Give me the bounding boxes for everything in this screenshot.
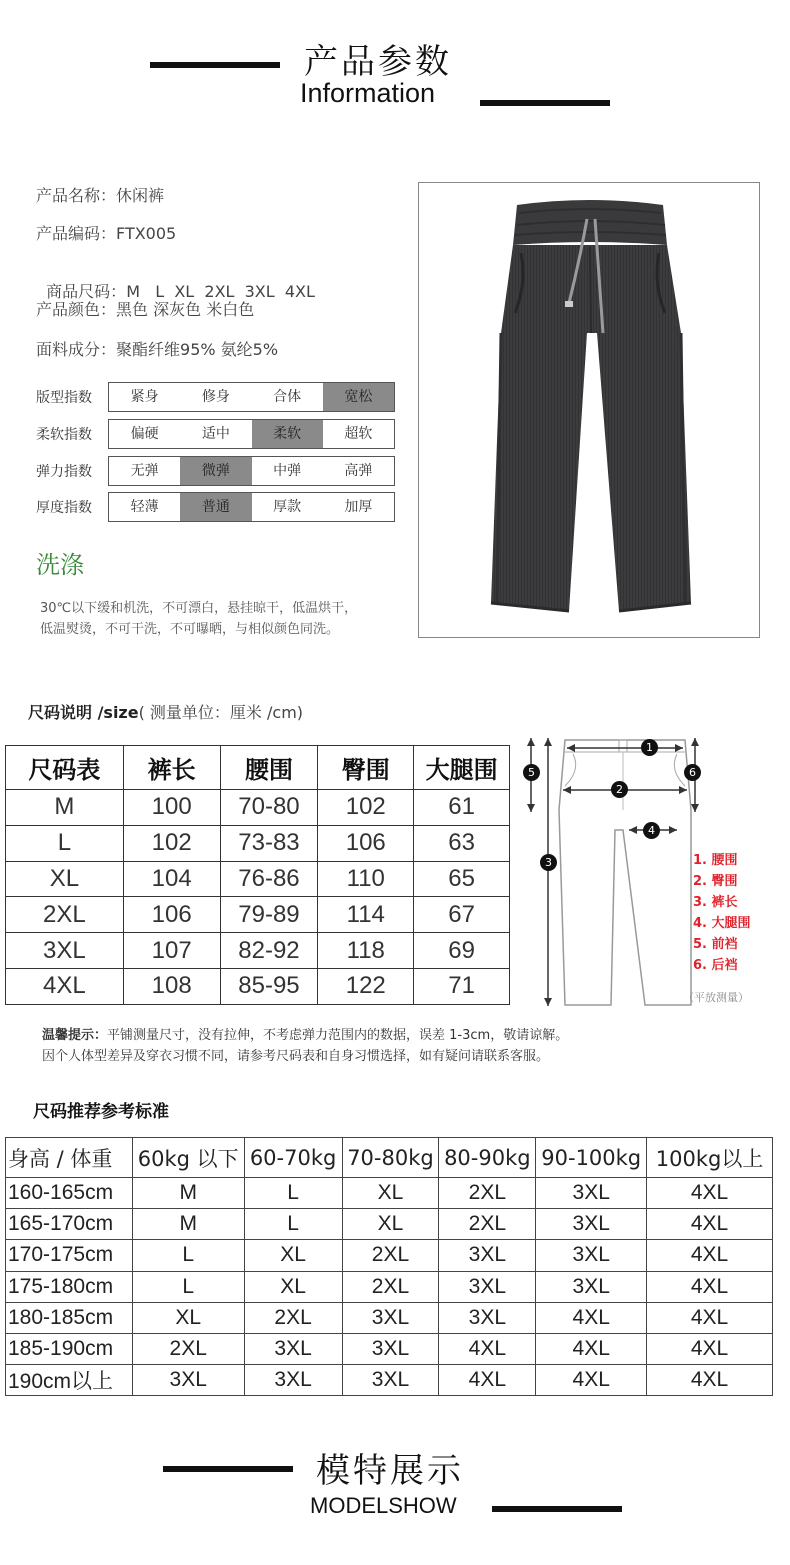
table-header-cell: 90-100kg — [536, 1138, 647, 1178]
table-cell: 63 — [414, 825, 510, 861]
table-cell: 180-185cm — [6, 1302, 133, 1333]
table-row — [6, 1240, 773, 1271]
index-option-selected: 宽松 — [323, 383, 394, 411]
table-cell: 102 — [123, 825, 220, 861]
index-scale-fit — [108, 382, 395, 412]
table-cell: 2XL — [244, 1302, 342, 1333]
info-row-fabric — [36, 337, 278, 360]
table-cell: 3XL — [132, 1365, 244, 1396]
size-title-unit: ( 测量单位：厘米 /cm) — [138, 703, 304, 722]
table-cell: 2XL — [6, 897, 124, 933]
table-cell: 190cm以上 — [6, 1365, 133, 1396]
index-label-fit: 版型指数 — [36, 390, 92, 406]
table-row — [6, 1365, 773, 1396]
table-cell: 107 — [123, 933, 220, 969]
table-cell: M — [132, 1209, 244, 1240]
table-cell: 170-175cm — [6, 1240, 133, 1271]
info-value: 聚酯纤维95% 氨纶5% — [116, 340, 279, 359]
table-header-cell: 70-80kg — [342, 1138, 439, 1178]
table-cell: 82-92 — [220, 933, 318, 969]
legend-item: 6. 后裆 — [693, 958, 738, 973]
table-row — [6, 968, 510, 1004]
table-cell: XL — [244, 1271, 342, 1302]
tip-line — [42, 1025, 568, 1046]
info-value: 休闲裤 — [116, 186, 165, 205]
table-cell: 4XL — [647, 1209, 773, 1240]
table-header-cell: 裤长 — [123, 746, 220, 790]
index-option: 紧身 — [130, 389, 159, 405]
table-cell: 3XL — [244, 1333, 342, 1364]
marker-5-icon: 5 — [523, 764, 540, 781]
index-option: 中弹 — [273, 463, 302, 479]
table-cell: 4XL — [647, 1271, 773, 1302]
table-cell: XL — [132, 1302, 244, 1333]
info-key: 商品尺码： — [46, 282, 127, 301]
info-row-name — [36, 183, 164, 206]
index-option: 超软 — [344, 426, 373, 442]
size-table — [5, 745, 510, 1005]
legend-item: 4. 大腿围 — [693, 916, 751, 931]
table-cell: 4XL — [647, 1178, 773, 1209]
legend-item: 1. 腰围 — [693, 853, 738, 868]
index-scale-elasticity — [108, 456, 395, 486]
index-option: 无弹 — [130, 463, 159, 479]
table-cell: 185-190cm — [6, 1333, 133, 1364]
table-cell: 3XL — [536, 1209, 647, 1240]
table-header-cell: 100kg以上 — [647, 1138, 773, 1178]
index-label-thickness: 厚度指数 — [36, 500, 92, 516]
table-header-row — [6, 746, 510, 790]
table-cell: 114 — [318, 897, 414, 933]
table-cell: 106 — [318, 825, 414, 861]
wash-title: 洗涤 — [36, 551, 84, 579]
legend-item: 5. 前裆 — [693, 937, 738, 952]
table-cell: XL — [342, 1209, 439, 1240]
table-cell: XL — [342, 1178, 439, 1209]
info-key: 产品编码： — [36, 224, 117, 243]
index-option: 合体 — [273, 389, 302, 405]
recommend-title: 尺码推荐参考标准 — [33, 1102, 169, 1122]
table-cell: 104 — [123, 861, 220, 897]
table-row — [6, 1271, 773, 1302]
table-cell: 4XL — [536, 1365, 647, 1396]
table-row — [6, 933, 510, 969]
info-key: 产品颜色： — [36, 300, 117, 319]
tip-line: 因个人体型差异及穿衣习惯不同，请参考尺码表和自身习惯选择，如有疑问请联系客服。 — [42, 1049, 550, 1064]
pants-illustration — [419, 183, 759, 637]
index-option-selected: 微弹 — [180, 457, 251, 485]
table-cell: XL — [6, 861, 124, 897]
table-cell: M — [132, 1178, 244, 1209]
table-cell: 3XL — [342, 1302, 439, 1333]
table-cell: L — [6, 825, 124, 861]
table-cell: 61 — [414, 790, 510, 826]
table-cell: 4XL — [647, 1333, 773, 1364]
info-value: 黑色 深灰色 米白色 — [116, 300, 255, 319]
table-cell: 73-83 — [220, 825, 318, 861]
table-row — [6, 861, 510, 897]
index-scale-thickness — [108, 492, 395, 522]
table-cell: 70-80 — [220, 790, 318, 826]
table-cell: 102 — [318, 790, 414, 826]
index-option: 轻薄 — [130, 499, 159, 515]
info-value: M L XL 2XL 3XL 4XL — [126, 282, 315, 301]
index-option: 高弹 — [344, 463, 373, 479]
table-cell: 2XL — [342, 1271, 439, 1302]
table-row — [6, 825, 510, 861]
index-option: 适中 — [201, 426, 230, 442]
table-row — [6, 1333, 773, 1364]
table-cell: 67 — [414, 897, 510, 933]
index-option: 偏硬 — [130, 426, 159, 442]
table-cell: 2XL — [132, 1333, 244, 1364]
section-title-cn: 产品参数 — [304, 42, 452, 82]
header-rule-right — [480, 100, 610, 106]
wash-line: 低温熨烫，不可干洗，不可曝晒，与相似颜色同洗。 — [40, 622, 340, 637]
index-option-selected: 普通 — [180, 493, 251, 521]
table-row — [6, 1302, 773, 1333]
table-cell: 79-89 — [220, 897, 318, 933]
table-header-cell: 腰围 — [220, 746, 318, 790]
table-row — [6, 790, 510, 826]
tip-bold: 温馨提示： — [42, 1028, 108, 1043]
section-title-cn: 模特展示 — [316, 1451, 464, 1491]
header-rule-right — [492, 1506, 622, 1512]
index-option: 厚款 — [273, 499, 302, 515]
recommend-table — [5, 1137, 773, 1396]
table-header-row — [6, 1138, 773, 1178]
table-cell: 2XL — [439, 1178, 536, 1209]
table-header-cell: 60kg 以下 — [132, 1138, 244, 1178]
table-cell: 4XL — [647, 1240, 773, 1271]
table-cell: 160-165cm — [6, 1178, 133, 1209]
table-cell: 165-170cm — [6, 1209, 133, 1240]
info-value: FTX005 — [116, 224, 177, 243]
table-cell: L — [244, 1209, 342, 1240]
table-cell: 3XL — [342, 1333, 439, 1364]
header-rule-left — [163, 1466, 293, 1472]
index-label-softness: 柔软指数 — [36, 427, 92, 443]
table-cell: L — [132, 1271, 244, 1302]
table-cell: 106 — [123, 897, 220, 933]
table-row — [6, 1178, 773, 1209]
table-cell: 4XL — [439, 1365, 536, 1396]
table-row — [6, 897, 510, 933]
table-header-cell: 身高 / 体重 — [6, 1138, 133, 1178]
table-cell: 110 — [318, 861, 414, 897]
table-cell: 3XL — [244, 1365, 342, 1396]
size-tip — [42, 1025, 568, 1067]
marker-4-icon: 4 — [643, 822, 660, 839]
table-cell: 3XL — [536, 1240, 647, 1271]
table-cell: 118 — [318, 933, 414, 969]
table-cell: 3XL — [536, 1271, 647, 1302]
marker-3-icon: 3 — [540, 854, 557, 871]
table-cell: 71 — [414, 968, 510, 1004]
table-cell: 76-86 — [220, 861, 318, 897]
info-row-code — [36, 221, 176, 244]
diagram-legend — [693, 850, 751, 976]
table-cell: 108 — [123, 968, 220, 1004]
table-header-cell: 60-70kg — [244, 1138, 342, 1178]
table-cell: 3XL — [6, 933, 124, 969]
table-cell: 3XL — [536, 1178, 647, 1209]
size-title-bold: 尺码说明 /size — [28, 703, 139, 722]
section-title-en: MODELSHOW — [310, 1493, 457, 1518]
table-cell: 3XL — [342, 1365, 439, 1396]
table-cell: 85-95 — [220, 968, 318, 1004]
marker-1-icon: 1 — [641, 739, 658, 756]
table-cell: M — [6, 790, 124, 826]
table-cell: 4XL — [647, 1365, 773, 1396]
table-cell: L — [244, 1178, 342, 1209]
table-cell: 4XL — [6, 968, 124, 1004]
table-header-cell: 臀围 — [318, 746, 414, 790]
index-option-selected: 柔软 — [252, 420, 323, 448]
info-row-sizes — [36, 260, 315, 302]
table-cell: 2XL — [439, 1209, 536, 1240]
legend-item: 3. 裤长 — [693, 895, 738, 910]
header-rule-left — [150, 62, 280, 68]
wash-line: 30℃以下缓和机洗，不可漂白，悬挂晾干，低温烘干， — [40, 601, 358, 616]
section-title-en: Information — [300, 78, 436, 108]
table-header-cell: 尺码表 — [6, 746, 124, 790]
table-cell: 69 — [414, 933, 510, 969]
legend-item: 2. 臀围 — [693, 874, 738, 889]
info-row-colors — [36, 297, 254, 320]
table-cell: 3XL — [439, 1240, 536, 1271]
marker-6-icon: 6 — [684, 764, 701, 781]
index-option: 修身 — [201, 389, 230, 405]
table-cell: 4XL — [536, 1333, 647, 1364]
tip-text: 平铺测量尺寸，没有拉伸，不考虑弹力范围内的数据，误差 1-3cm，敬请谅解。 — [107, 1028, 569, 1043]
index-option: 加厚 — [344, 499, 373, 515]
table-cell: 100 — [123, 790, 220, 826]
table-cell: 3XL — [439, 1302, 536, 1333]
table-cell: XL — [244, 1240, 342, 1271]
info-key: 面料成分： — [36, 340, 117, 359]
table-cell: 4XL — [439, 1333, 536, 1364]
product-photo — [418, 182, 760, 638]
index-scale-softness — [108, 419, 395, 449]
table-cell: 175-180cm — [6, 1271, 133, 1302]
table-cell: 4XL — [647, 1302, 773, 1333]
table-cell: 2XL — [342, 1240, 439, 1271]
table-cell: 4XL — [536, 1302, 647, 1333]
index-label-elasticity: 弹力指数 — [36, 464, 92, 480]
table-cell: L — [132, 1240, 244, 1271]
table-cell: 3XL — [439, 1271, 536, 1302]
size-title — [28, 700, 303, 723]
info-key: 产品名称： — [36, 186, 117, 205]
table-row — [6, 1209, 773, 1240]
diagram-note: （平放测量） — [683, 991, 749, 1004]
table-cell: 122 — [318, 968, 414, 1004]
table-header-cell: 大腿围 — [414, 746, 510, 790]
wash-instructions — [40, 598, 420, 640]
table-header-cell: 80-90kg — [439, 1138, 536, 1178]
measurement-diagram — [515, 730, 785, 1015]
table-cell: 65 — [414, 861, 510, 897]
marker-2-icon: 2 — [611, 781, 628, 798]
